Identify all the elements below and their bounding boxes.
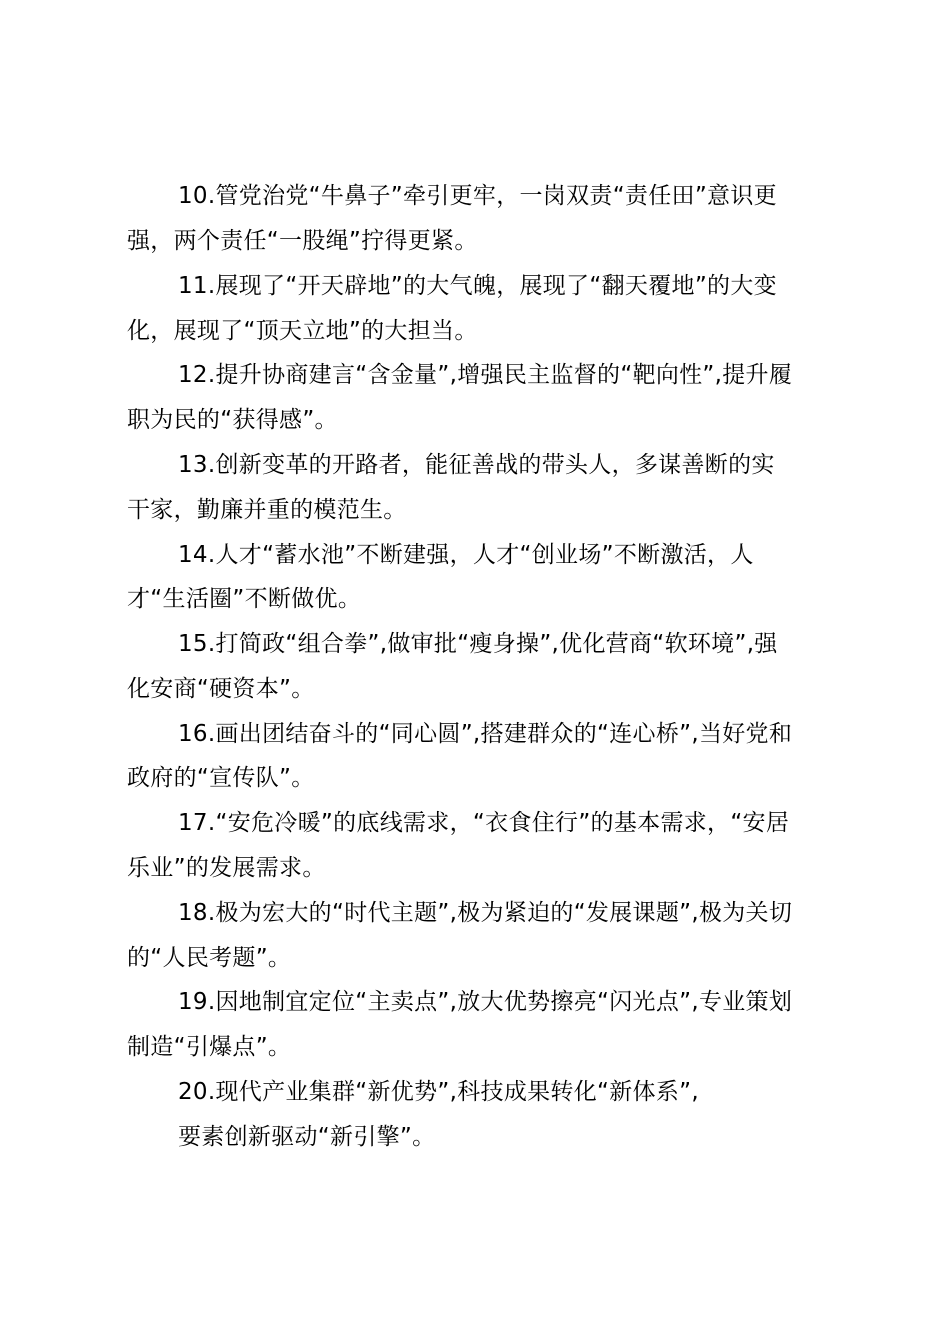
item-17-line-1: 17.“安危冷暖”的底线需求，“衣食住行”的基本需求，“安居 [178, 810, 790, 836]
item-13-line-1: 13.创新变革的开路者，能征善战的带头人，多谋善断的实 [178, 452, 775, 478]
item-20-line-1: 20.现代产业集群“新优势”,科技成果转化“新体系”, [178, 1079, 699, 1105]
item-11-line-1: 11.展现了“开天辟地”的大气魄，展现了“翻天覆地”的大变 [178, 273, 777, 299]
item-17-line-2: 乐业”的发展需求。 [127, 855, 326, 881]
item-12-line-2: 职为民的“获得感”。 [127, 407, 338, 433]
item-10-line-1: 10.管党治党“牛鼻子”牵引更牢，一岗双责“责任田”意识更 [178, 183, 777, 209]
item-19-line-1: 19.因地制宜定位“主卖点”,放大优势擦亮“闪光点”,专业策划 [178, 989, 793, 1015]
item-18-line-1: 18.极为宏大的“时代主题”,极为紧迫的“发展课题”,极为关切 [178, 900, 793, 926]
item-16-line-1: 16.画出团结奋斗的“同心圆”,搭建群众的“连心桥”,当好党和 [178, 721, 793, 747]
item-14-line-2: 才“生活圈”不断做优。 [127, 586, 362, 612]
item-18-line-2: 的“人民考题”。 [127, 945, 292, 971]
item-13-line-2: 干家，勤廉并重的模范生。 [127, 497, 407, 523]
item-16-line-2: 政府的“宣传队”。 [127, 765, 315, 791]
item-15-line-2: 化安商“硬资本”。 [127, 676, 315, 702]
item-10-line-2: 强，两个责任“一股绳”拧得更紧。 [127, 228, 478, 254]
item-15-line-1: 15.打简政“组合拳”,做审批“瘦身操”,优化营商“软环境”,强 [178, 631, 778, 657]
item-11-line-2: 化，展现了“顶天立地”的大担当。 [127, 318, 478, 344]
item-20-line-2: 要素创新驱动“新引擎”。 [178, 1124, 436, 1150]
item-12-line-1: 12.提升协商建言“含金量”,增强民主监督的“靶向性”,提升履 [178, 362, 793, 388]
item-19-line-2: 制造“引爆点”。 [127, 1034, 292, 1060]
item-14-line-1: 14.人才“蓄水池”不断建强，人才“创业场”不断激活，人 [178, 542, 754, 568]
